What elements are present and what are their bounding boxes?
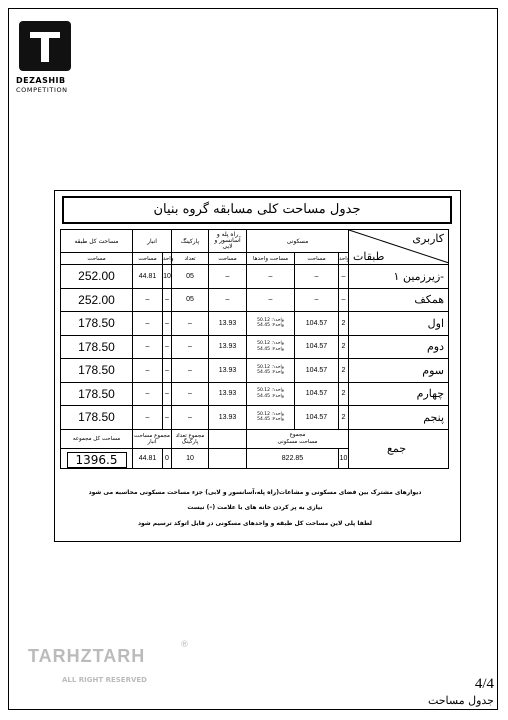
cell-unit-area: – xyxy=(247,288,295,312)
table-row xyxy=(61,359,449,383)
cell-storage-units: – xyxy=(163,406,172,430)
header-total: مساحت کل طبقه xyxy=(61,230,133,253)
sub-count: تعداد xyxy=(172,253,209,265)
note-2: نیازی به پر کردن خانه های با علامت (–) نیست xyxy=(187,504,323,511)
page-title: جدول مساحت xyxy=(427,694,494,707)
sub-units: واحد xyxy=(339,253,349,265)
total-residential: 822.85 xyxy=(247,448,339,468)
cell-total: 178.50 xyxy=(61,312,133,336)
note-3: لطفا پلی لاین مساحت کل طبقه و واحدهای مسکونی در فایل اتوکد ترسیم شود xyxy=(137,520,373,527)
unit-line-2: واحد۲: 54.45 xyxy=(257,323,284,329)
header-row-1 xyxy=(61,230,449,253)
cell-res-area: 104.57 xyxy=(295,406,339,430)
sum-header-total: مساحت کل مجموعه xyxy=(61,429,133,448)
table-row xyxy=(61,265,449,289)
total-parking: 10 xyxy=(172,448,209,468)
total-units: 10 xyxy=(339,448,349,468)
cell-storage-area: – xyxy=(133,335,163,359)
cell-unit-area xyxy=(247,382,295,406)
header-stairs: راه پله و آسانسور و لابی xyxy=(209,230,247,253)
note-1: دیوارهای مشترک بین فضای مسکونی و مشاعات(راه پله،آسانسور و لابی) جزء مساحت مسکونی محاسبه می شود xyxy=(88,489,422,496)
cell-floor: چهارم xyxy=(349,382,449,406)
header-residential: مسکونی xyxy=(247,230,349,253)
sum-header-parking: مجموع تعداد پارکینگ xyxy=(172,429,209,448)
table-title: جدول مساحت کلی مسابقه گروه بنیان xyxy=(62,196,452,224)
cell-storage-units: – xyxy=(163,359,172,383)
unit-line-2: واحد۲: 54.45 xyxy=(257,346,284,352)
cell-parking: – xyxy=(172,359,209,383)
sub-area: مساحت xyxy=(295,253,339,265)
cell-floor: همکف xyxy=(349,288,449,312)
cell-total: 178.50 xyxy=(61,382,133,406)
cell-parking: – xyxy=(172,335,209,359)
unit-line-2: واحد۲: 54.45 xyxy=(257,370,284,376)
cell-res-units: 2 xyxy=(339,312,349,336)
cell-storage-area: – xyxy=(133,359,163,383)
corner-top-label: کاربری xyxy=(412,232,445,245)
cell-res-area: – xyxy=(295,288,339,312)
cell-storage-area: – xyxy=(133,288,163,312)
sum-header-storage: مجموع مساحت انبار xyxy=(133,429,172,448)
logo-icon xyxy=(19,21,71,71)
cell-storage-area: – xyxy=(133,312,163,336)
table-row xyxy=(61,382,449,406)
sub-area: مساحت xyxy=(209,253,247,265)
cell-storage-area: – xyxy=(133,406,163,430)
cell-floor: پنجم xyxy=(349,406,449,430)
sub-area: مساحت xyxy=(133,253,163,265)
cell-parking: 05 xyxy=(172,265,209,289)
total-empty xyxy=(209,448,247,468)
cell-floor: سوم xyxy=(349,359,449,383)
summary-header-row xyxy=(61,429,449,448)
watermark-rights: ALL RIGHT RESERVED xyxy=(62,676,147,684)
cell-total: 252.00 xyxy=(61,288,133,312)
cell-res-units: 2 xyxy=(339,382,349,406)
cell-total: 178.50 xyxy=(61,406,133,430)
cell-res-units: – xyxy=(339,265,349,289)
total-storage-area: 44.81 xyxy=(133,448,163,468)
total-storage-units: 0 xyxy=(163,448,172,468)
cell-storage-units: 10 xyxy=(163,265,172,289)
cell-total: 178.50 xyxy=(61,359,133,383)
cell-unit-area xyxy=(247,359,295,383)
cell-parking: – xyxy=(172,406,209,430)
unit-line-1: واحد۱: 50.12 xyxy=(257,341,284,347)
watermark-brand: TARHZTARH xyxy=(28,646,146,666)
sum-row-label: جمع xyxy=(349,429,449,468)
cell-storage-units: – xyxy=(163,312,172,336)
cell-total: 252.00 xyxy=(61,265,133,289)
corner-cell xyxy=(349,230,449,265)
sub-units: واحد xyxy=(163,253,172,265)
unit-line-1: واحد۱: 50.12 xyxy=(257,388,284,394)
header-parking: پارکینگ xyxy=(172,230,209,253)
sum-res-line1: مجموع xyxy=(289,431,306,438)
unit-line-2: واحد۲: 54.45 xyxy=(257,417,284,423)
unit-line-2: واحد۲: 54.45 xyxy=(257,393,284,399)
logo-subtitle: COMPETITION xyxy=(16,86,68,94)
table-row xyxy=(61,288,449,312)
cell-parking: – xyxy=(172,382,209,406)
cell-storage-units: – xyxy=(163,288,172,312)
cell-storage-units: – xyxy=(163,382,172,406)
unit-line-1: واحد۱: 50.12 xyxy=(257,411,284,417)
sum-res-line2: مساحت مسکونی xyxy=(277,438,318,445)
cell-res-units: 2 xyxy=(339,335,349,359)
sub-unit-area: مساحت واحدها xyxy=(247,253,295,265)
cell-res-area: 104.57 xyxy=(295,312,339,336)
cell-stairs: 13.93 xyxy=(209,335,247,359)
cell-stairs: 13.93 xyxy=(209,406,247,430)
cell-storage-units: – xyxy=(163,335,172,359)
cell-res-area: – xyxy=(295,265,339,289)
cell-stairs: – xyxy=(209,265,247,289)
total-cell xyxy=(61,448,133,468)
sum-header-residential xyxy=(247,429,349,448)
page-number: 4/4 xyxy=(474,676,494,692)
table-row xyxy=(61,406,449,430)
watermark-reg: ® xyxy=(180,640,189,650)
cell-res-area: 104.57 xyxy=(295,382,339,406)
cell-unit-area xyxy=(247,406,295,430)
cell-res-units: 2 xyxy=(339,406,349,430)
cell-res-units: 2 xyxy=(339,359,349,383)
cell-total: 178.50 xyxy=(61,335,133,359)
logo-name: DEZASHIB xyxy=(16,76,66,85)
grand-total: 1396.5 xyxy=(67,452,127,468)
table-row xyxy=(61,335,449,359)
unit-line-1: واحد۱: 50.12 xyxy=(257,317,284,323)
area-table xyxy=(60,229,449,469)
cell-storage-area: – xyxy=(133,382,163,406)
sub-area: مساحت xyxy=(61,253,133,265)
sum-header-empty xyxy=(209,429,247,448)
cell-stairs: – xyxy=(209,288,247,312)
cell-unit-area xyxy=(247,312,295,336)
corner-bottom-label: طبقات xyxy=(353,250,385,263)
header-storage: انبار xyxy=(133,230,172,253)
cell-floor: اول xyxy=(349,312,449,336)
cell-stairs: 13.93 xyxy=(209,382,247,406)
cell-res-units: – xyxy=(339,288,349,312)
cell-stairs: 13.93 xyxy=(209,359,247,383)
cell-res-area: 104.57 xyxy=(295,335,339,359)
unit-line-1: واحد۱: 50.12 xyxy=(257,364,284,370)
cell-res-area: 104.57 xyxy=(295,359,339,383)
cell-unit-area: – xyxy=(247,265,295,289)
cell-unit-area xyxy=(247,335,295,359)
cell-floor: دوم xyxy=(349,335,449,359)
cell-storage-area: 44.81 xyxy=(133,265,163,289)
cell-stairs: 13.93 xyxy=(209,312,247,336)
cell-parking: 05 xyxy=(172,288,209,312)
cell-floor: زیرزمین ۱- xyxy=(349,265,449,289)
table-row xyxy=(61,312,449,336)
cell-parking: – xyxy=(172,312,209,336)
